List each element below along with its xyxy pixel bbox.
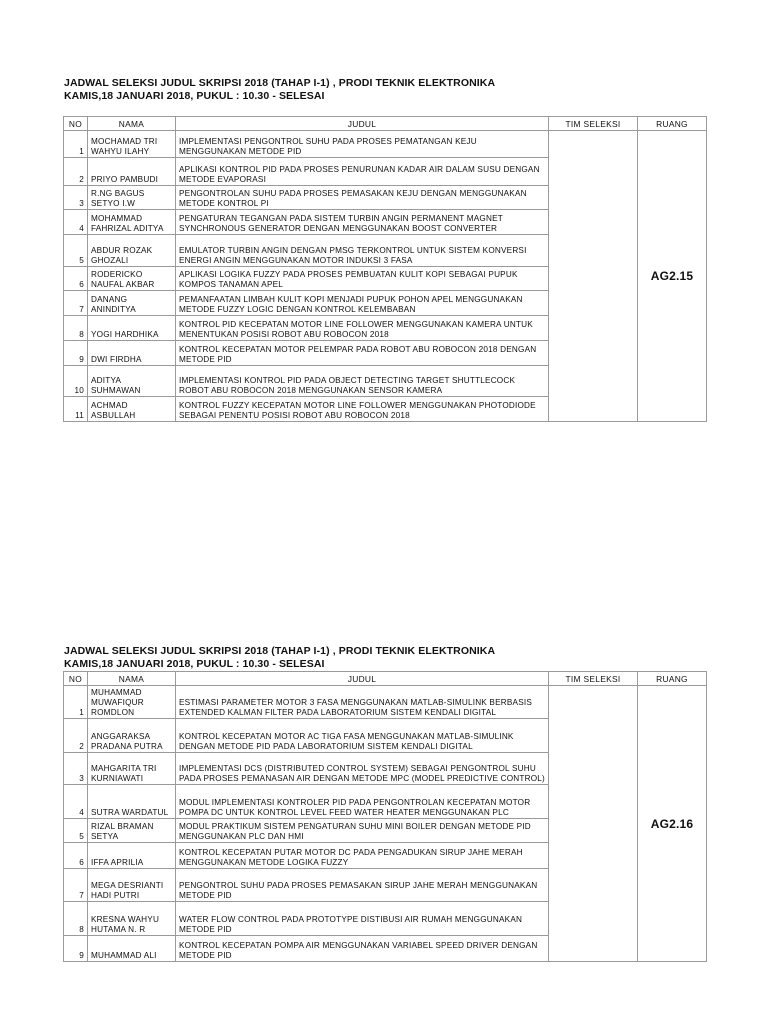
row-no: 6 — [64, 267, 88, 291]
row-judul: APLIKASI LOGIKA FUZZY PADA PROSES PEMBUATAN KULIT KOPI SEBAGAI PUPUK KOMPOS TANAMAN APEL — [176, 267, 549, 291]
row-judul: PEMANFAATAN LIMBAH KULIT KOPI MENJADI PUPUK POHON APEL MENGGUNAKAN METODE FUZZY LOGIC DENGAN KONTROL KELEMBABAN — [176, 291, 549, 316]
row-nama: MOHAMMAD FAHRIZAL ADITYA — [88, 210, 176, 235]
ruang-cell: AG2.16 — [638, 686, 707, 962]
row-judul: IMPLEMENTASI DCS (DISTRIBUTED CONTROL SYSTEM) SEBAGAI PENGONTROL SUHU PADA PROSES PEMANASAN AIR DENGAN METODE MPC (MODEL PREDICTIVE CONTROL) — [176, 753, 549, 785]
row-no: 5 — [64, 235, 88, 267]
row-nama: ANGGARAKSA PRADANA PUTRA — [88, 719, 176, 753]
schedule-heading-2 — [64, 645, 495, 671]
row-no: 3 — [64, 753, 88, 785]
row-no: 9 — [64, 341, 88, 366]
row-nama: MUHAMMAD ALI — [88, 936, 176, 962]
row-no: 2 — [64, 158, 88, 186]
schedule-heading-1 — [64, 77, 495, 103]
row-nama: YOGI HARDHIKA — [88, 316, 176, 341]
row-nama: SUTRA WARDATUL — [88, 785, 176, 819]
tim-seleksi-cell — [549, 686, 638, 962]
schedule-table-2 — [63, 671, 707, 962]
row-no: 2 — [64, 719, 88, 753]
row-judul: KONTROL KECEPATAN PUTAR MOTOR DC PADA PENGADUKAN SIRUP JAHE MERAH MENGGUNAKAN METODE LOGIKA FUZZY — [176, 843, 549, 869]
schedule-title: JADWAL SELEKSI JUDUL SKRIPSI 2018 (TAHAP I-1) , PRODI TEKNIK ELEKTRONIKA — [64, 77, 496, 89]
row-nama: PRIYO PAMBUDI — [88, 158, 176, 186]
row-nama: ADITYA SUHMAWAN — [88, 366, 176, 397]
header-no: NO — [64, 117, 88, 131]
row-no: 8 — [64, 316, 88, 341]
header-ruang: RUANG — [638, 672, 707, 686]
row-no: 7 — [64, 291, 88, 316]
row-judul: PENGATURAN TEGANGAN PADA SISTEM TURBIN ANGIN PERMANENT MAGNET SYNCHRONOUS GENERATOR DENGAN MENGGUNAKAN BOOST CONVERTER — [176, 210, 549, 235]
row-judul: PENGONTROL SUHU PADA PROSES PEMASAKAN SIRUP JAHE MERAH MENGGUNAKAN METODE PID — [176, 869, 549, 902]
row-no: 7 — [64, 869, 88, 902]
header-judul: JUDUL — [176, 672, 549, 686]
row-judul: KONTROL KECEPATAN MOTOR AC TIGA FASA MENGGUNAKAN MATLAB-SIMULINK DENGAN METODE PID PADA LABORATORIUM SISTEM KENDALI DIGITAL — [176, 719, 549, 753]
row-nama: RIZAL BRAMAN SETYA — [88, 819, 176, 843]
row-nama: ABDUR ROZAK GHOZALI — [88, 235, 176, 267]
row-no: 8 — [64, 902, 88, 936]
schedule-date: KAMIS,18 JANUARI 2018, PUKUL : 10.30 - SELESAI — [64, 658, 325, 670]
row-no: 1 — [64, 686, 88, 719]
tim-seleksi-cell — [549, 131, 638, 422]
row-no: 11 — [64, 397, 88, 422]
row-judul: APLIKASI KONTROL PID PADA PROSES PENURUNAN KADAR AIR DALAM SUSU DENGAN METODE EVAPORASI — [176, 158, 549, 186]
row-nama: RODERICKO NAUFAL AKBAR — [88, 267, 176, 291]
row-judul: KONTROL PID KECEPATAN MOTOR LINE FOLLOWER MENGGUNAKAN KAMERA UNTUK MENENTUKAN POSISI ROBOT ABU ROBOCON 2018 — [176, 316, 549, 341]
row-no: 4 — [64, 785, 88, 819]
row-judul: KONTROL FUZZY KECEPATAN MOTOR LINE FOLLOWER MENGGUNAKAN PHOTODIODE SEBAGAI PENENTU POSISI ROBOT ABU ROBOCON 2018 — [176, 397, 549, 422]
row-judul: MODUL PRAKTIKUM SISTEM PENGATURAN SUHU MINI BOILER DENGAN METODE PID MENGGUNAKAN PLC DAN HMI — [176, 819, 549, 843]
row-judul: MODUL IMPLEMENTASI KONTROLER PID PADA PENGONTROLAN KECEPATAN MOTOR POMPA DC UNTUK KONTROL LEVEL FEED WATER HEATER MENGGUNAKAN PLC — [176, 785, 549, 819]
schedule-title: JADWAL SELEKSI JUDUL SKRIPSI 2018 (TAHAP I-1) , PRODI TEKNIK ELEKTRONIKA — [64, 645, 496, 657]
table-row — [64, 131, 707, 158]
schedule-table-1 — [63, 116, 707, 422]
row-no: 5 — [64, 819, 88, 843]
header-ruang: RUANG — [638, 117, 707, 131]
row-nama: MUHAMMAD MUWAFIQUR ROMDLON — [88, 686, 176, 719]
row-judul: WATER FLOW CONTROL PADA PROTOTYPE DISTIBUSI AIR RUMAH MENGGUNAKAN METODE PID — [176, 902, 549, 936]
row-nama: MAHGARITA TRI KURNIAWATI — [88, 753, 176, 785]
ruang-cell: AG2.15 — [638, 131, 707, 422]
row-judul: KONTROL KECEPATAN MOTOR PELEMPAR PADA ROBOT ABU ROBOCON 2018 DENGAN METODE PID — [176, 341, 549, 366]
row-nama: DANANG ANINDITYA — [88, 291, 176, 316]
header-nama: NAMA — [88, 672, 176, 686]
row-no: 4 — [64, 210, 88, 235]
row-judul: IMPLEMENTASI PENGONTROL SUHU PADA PROSES PEMATANGAN KEJU MENGGUNAKAN METODE PID — [176, 131, 549, 158]
row-judul: PENGONTROLAN SUHU PADA PROSES PEMASAKAN KEJU DENGAN MENGGUNAKAN METODE KONTROL PI — [176, 186, 549, 210]
header-nama: NAMA — [88, 117, 176, 131]
row-nama: R.NG BAGUS SETYO I.W — [88, 186, 176, 210]
row-nama: ACHMAD ASBULLAH — [88, 397, 176, 422]
row-nama: DWI FIRDHA — [88, 341, 176, 366]
table-header-row — [64, 672, 707, 686]
row-no: 3 — [64, 186, 88, 210]
row-judul: EMULATOR TURBIN ANGIN DENGAN PMSG TERKONTROL UNTUK SISTEM KONVERSI ENERGI ANGIN MENGGUNAKAN MOTOR INDUKSI 3 FASA — [176, 235, 549, 267]
row-nama: MOCHAMAD TRI WAHYU ILAHY — [88, 131, 176, 158]
row-nama: MEGA DESRIANTI HADI PUTRI — [88, 869, 176, 902]
row-no: 10 — [64, 366, 88, 397]
row-no: 6 — [64, 843, 88, 869]
row-judul: KONTROL KECEPATAN POMPA AIR MENGGUNAKAN VARIABEL SPEED DRIVER DENGAN METODE PID — [176, 936, 549, 962]
row-no: 1 — [64, 131, 88, 158]
row-nama: IFFA APRILIA — [88, 843, 176, 869]
header-judul: JUDUL — [176, 117, 549, 131]
table-row — [64, 686, 707, 719]
header-tim-seleksi: TIM SELEKSI — [549, 672, 638, 686]
row-judul: IMPLEMENTASI KONTROL PID PADA OBJECT DETECTING TARGET SHUTTLECOCK ROBOT ABU ROBOCON 2018 MENGGUNAKAN SENSOR KAMERA — [176, 366, 549, 397]
table-header-row — [64, 117, 707, 131]
header-no: NO — [64, 672, 88, 686]
row-nama: KRESNA WAHYU HUTAMA N. R — [88, 902, 176, 936]
row-no: 9 — [64, 936, 88, 962]
header-tim-seleksi: TIM SELEKSI — [549, 117, 638, 131]
row-judul: ESTIMASI PARAMETER MOTOR 3 FASA MENGGUNAKAN MATLAB-SIMULINK BERBASIS EXTENDED KALMAN FILTER PADA LABORATORIUM SISTEM KENDALI DIGITAL — [176, 686, 549, 719]
schedule-date: KAMIS,18 JANUARI 2018, PUKUL : 10.30 - SELESAI — [64, 90, 325, 102]
